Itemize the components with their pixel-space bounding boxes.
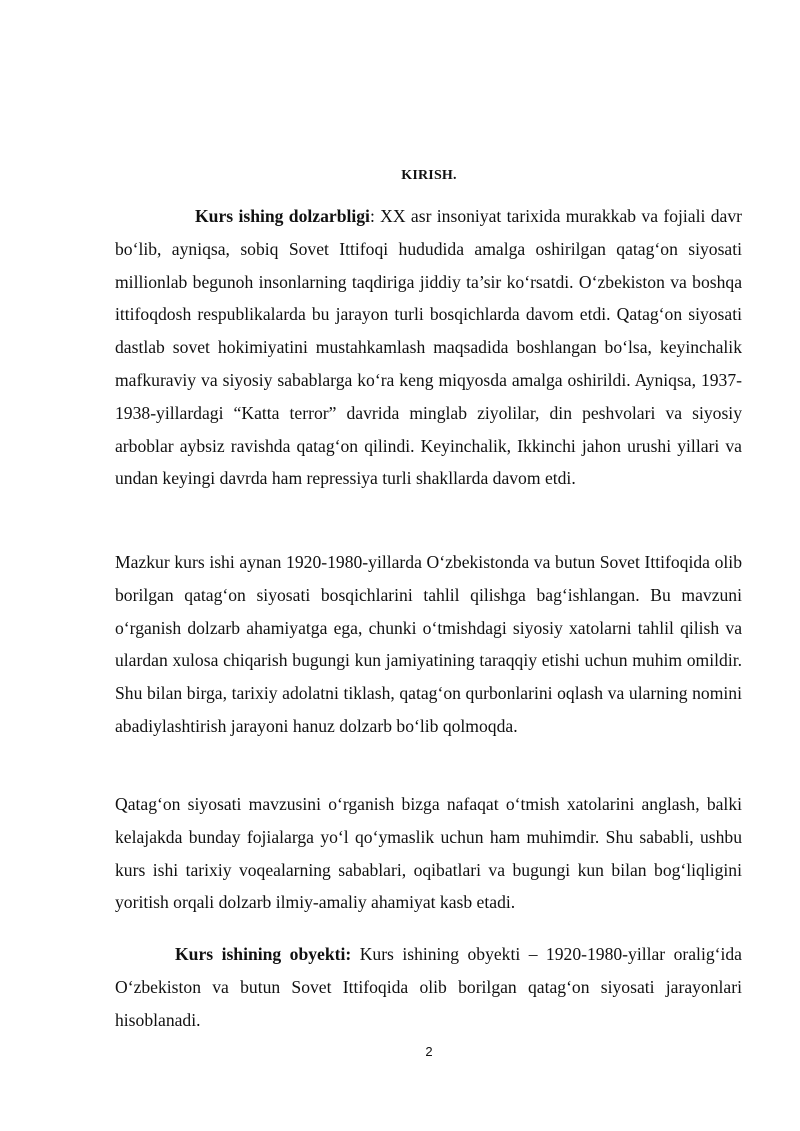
paragraph-lead-object: Kurs ishining obyekti: bbox=[175, 944, 352, 964]
paragraph-lead-relevance: Kurs ishing dolzarbligi bbox=[195, 206, 370, 226]
paragraph-object bbox=[115, 938, 742, 1036]
paragraph-relevance bbox=[115, 200, 742, 495]
page-number: 2 bbox=[425, 1044, 433, 1059]
paragraph-text-relevance: : XX asr insoniyat tarixida murakkab va fojiali davr bo‘lib, ayniqsa, sobiq Sovet Ittifoqi hududida amalga oshirilgan qatag‘on siyosati millionlab begunoh insonlarning taqdiriga jiddiy ta’sir ko‘rsatdi. O‘zbekiston va boshqa ittifoqdosh respublikalarda bu jarayon turli bosqichlarda davom etdi. Qatag‘on siyosati dastlab sovet hokimiyatini mustahkamlash maqsadida boshlangan bo‘lsa, keyinchalik mafkuraviy va siyosiy sabablarga ko‘ra keng miqyosda amalga oshirildi. Ayniqsa, 1937-1938-yillardagi “Katta terror” davrida minglab ziyolilar, din peshvolari va siyosiy arboblar aybsiz ravishda qatag‘on qilindi. Keyinchalik, Ikkinchi jahon urushi yillari va undan keyingi davrda ham repressiya turli shakllarda davom etdi. bbox=[115, 206, 742, 489]
paragraph-text-object: Kurs ishining obyekti – 1920-1980-yillar oralig‘ida O‘zbekiston va butun Sovet Ittifoqida olib borilgan qatag‘on siyosati jarayonlari hisoblanadi. bbox=[115, 944, 742, 1030]
paragraph-purpose: Mazkur kurs ishi aynan 1920-1980-yillarda O‘zbekistonda va butun Sovet Ittifoqida olib borilgan qatag‘on siyosati bosqichlarini tahlil qilishga bag‘ishlangan. Bu mavzuni o‘rganish dolzarb ahamiyatga ega, chunki o‘tmishdagi siyosiy xatolarni tahlil qilish va ulardan xulosa chiqarish bugungi kun jamiyatining taraqqiy etishi uchun muhim omildir. Shu bilan birga, tarixiy adolatni tiklash, qatag‘on qurbonlarini oqlash va ularning nomini abadiylashtirish jarayoni hanuz dolzarb bo‘lib qolmoqda. bbox=[115, 552, 742, 736]
section-heading: KIRISH. bbox=[401, 168, 457, 183]
paragraph-significance: Qatag‘on siyosati mavzusini o‘rganish bizga nafaqat o‘tmish xatolarini anglash, balki kelajakda bunday fojialarga yo‘l qo‘ymaslik uchun ham muhimdir. Shu sababli, ushbu kurs ishi tarixiy voqealarning sabablari, oqibatlari va bugungi kun bilan bog‘liqligini yoritish orqali dolzarb ilmiy-amaliy ahamiyat kasb etadi. bbox=[115, 794, 742, 913]
